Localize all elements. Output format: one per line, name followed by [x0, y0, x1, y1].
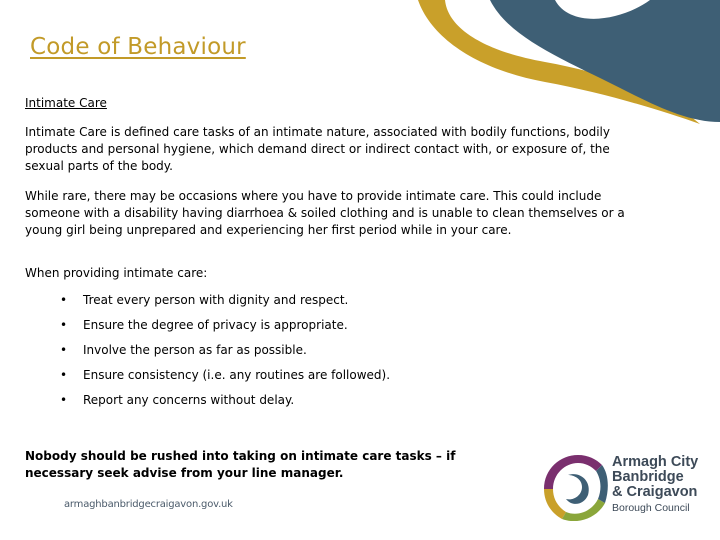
bullet-icon: • [60, 293, 68, 307]
list-item-text: Ensure the degree of privacy is appropriate. [83, 318, 348, 332]
list-item-text: Report any concerns without delay. [83, 393, 295, 407]
occasions-paragraph: While rare, there may be occasions where you have to provide intimate care. This could include someone with a disability having diarrhoea & soiled clothing and is unable to clean themselves or a young girl being unprepared and experiencing her first period while in your care. [25, 189, 625, 237]
logo-line-4: Borough Council [612, 502, 690, 514]
bullets-lead-in: When providing intimate care: [25, 266, 208, 280]
list-item-text: Ensure consistency (i.e. any routines are followed). [83, 368, 391, 382]
list-item [60, 341, 390, 366]
list-item [60, 316, 390, 341]
definition-paragraph: Intimate Care is defined care tasks of an intimate nature, associated with bodily functions, bodily products and personal hygiene, which demand direct or indirect contact with, or exposure of, the sexual parts of the body. [25, 125, 610, 173]
bullet-icon: • [60, 368, 68, 382]
logo-line-1: Armagh City [612, 454, 699, 470]
section-subheading: Intimate Care [25, 96, 107, 110]
list-item [60, 366, 390, 391]
list-item [60, 291, 390, 316]
bullet-icon: • [60, 343, 68, 357]
bullet-icon: • [60, 318, 68, 332]
advice-note: Nobody should be rushed into taking on intimate care tasks – if necessary seek advise from your line manager. [25, 449, 456, 480]
bullet-icon: • [60, 393, 68, 407]
council-logo-icon [538, 451, 608, 521]
council-logo-text [612, 455, 698, 516]
logo-line-2: Banbridge [612, 469, 684, 485]
list-item [60, 391, 390, 416]
list-item-text: Involve the person as far as possible. [83, 343, 307, 357]
guidance-list [60, 291, 390, 416]
list-item-text: Treat every person with dignity and respect. [83, 293, 349, 307]
page-title: Code of Behaviour [30, 34, 246, 60]
logo-gold-segment [544, 489, 566, 519]
logo-line-3: & Craigavon [612, 484, 698, 500]
logo-green-segment [562, 499, 605, 521]
logo-teal-segment [596, 465, 608, 503]
website-url: armaghbanbridgecraigavon.gov.uk [64, 499, 233, 510]
logo-inner-teal [566, 474, 589, 504]
logo-purple-segment [544, 455, 602, 489]
